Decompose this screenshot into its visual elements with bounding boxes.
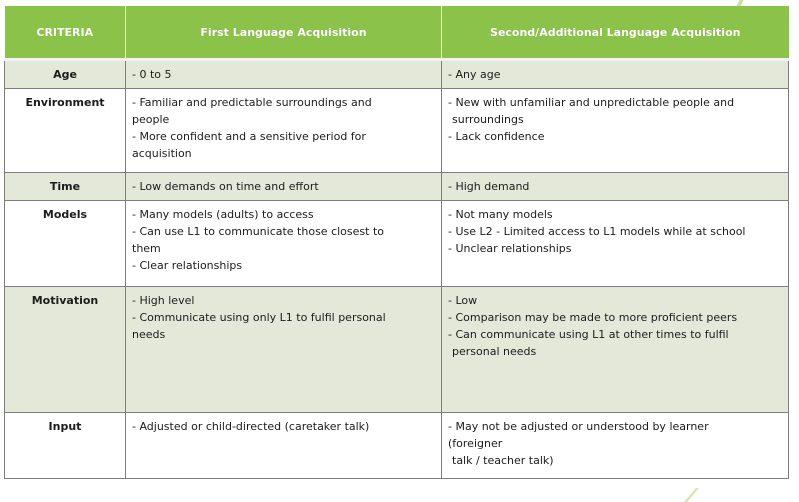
criteria-comparison-table bbox=[4, 6, 789, 479]
table-row-models bbox=[5, 201, 789, 287]
first-language-cell bbox=[126, 413, 442, 479]
header-second-language: Second/Additional Language Acquisition bbox=[442, 6, 789, 60]
decorative-accent-bottom bbox=[684, 488, 699, 502]
cell-line: - Not many models bbox=[448, 208, 553, 221]
cell-line: talk / teacher talk) bbox=[452, 454, 554, 467]
cell-line: - New with unfamiliar and unpredictable people and bbox=[448, 96, 735, 109]
second-language-cell bbox=[442, 413, 789, 479]
cell-line: - High demand bbox=[448, 180, 530, 193]
header-criteria: CRITERIA bbox=[5, 6, 126, 60]
table-row-time bbox=[5, 173, 789, 201]
cell-line: - Lack confidence bbox=[448, 130, 545, 143]
cell-line: - Low bbox=[448, 294, 478, 307]
criteria-label: Time bbox=[5, 173, 126, 201]
cell-line: - Any age bbox=[448, 68, 501, 81]
cell-line: - Adjusted or child-directed (caretaker talk) bbox=[132, 420, 370, 433]
cell-line: - Unclear relationships bbox=[448, 242, 572, 255]
second-language-cell bbox=[442, 201, 789, 287]
cell-line: - Many models (adults) to access bbox=[132, 208, 314, 221]
cell-line: (foreigner bbox=[448, 437, 503, 450]
second-language-cell bbox=[442, 60, 789, 89]
criteria-label: Models bbox=[5, 201, 126, 287]
second-language-cell bbox=[442, 89, 789, 173]
first-language-cell bbox=[126, 287, 442, 413]
second-language-cell bbox=[442, 287, 789, 413]
first-language-cell bbox=[126, 173, 442, 201]
cell-line: surroundings bbox=[452, 113, 524, 126]
criteria-label: Environment bbox=[5, 89, 126, 173]
cell-line: - Communicate using only L1 to fulfil personal bbox=[132, 311, 386, 324]
cell-line: - Familiar and predictable surroundings and bbox=[132, 96, 372, 109]
criteria-label: Age bbox=[5, 60, 126, 89]
cell-line: - 0 to 5 bbox=[132, 68, 172, 81]
criteria-label: Input bbox=[5, 413, 126, 479]
cell-line: - High level bbox=[132, 294, 195, 307]
table-row-age bbox=[5, 60, 789, 89]
cell-line: - Use L2 - Limited access to L1 models while at school bbox=[448, 225, 746, 238]
cell-line: - Comparison may be made to more proficient peers bbox=[448, 311, 738, 324]
cell-line: - Low demands on time and effort bbox=[132, 180, 319, 193]
first-language-cell bbox=[126, 201, 442, 287]
second-language-cell bbox=[442, 173, 789, 201]
table-header-row bbox=[5, 6, 789, 60]
first-language-cell bbox=[126, 60, 442, 89]
cell-line: - May not be adjusted or understood by learner bbox=[448, 420, 709, 433]
cell-line: - More confident and a sensitive period for bbox=[132, 130, 366, 143]
first-language-cell bbox=[126, 89, 442, 173]
header-first-language: First Language Acquisition bbox=[126, 6, 442, 60]
cell-line: - Can communicate using L1 at other times to fulfil bbox=[448, 328, 729, 341]
cell-line: people bbox=[132, 113, 170, 126]
cell-line: needs bbox=[132, 328, 166, 341]
criteria-label: Motivation bbox=[5, 287, 126, 413]
table-row-input bbox=[5, 413, 789, 479]
cell-line: - Clear relationships bbox=[132, 259, 243, 272]
cell-line: - Can use L1 to communicate those closest to bbox=[132, 225, 384, 238]
table-row-motivation bbox=[5, 287, 789, 413]
table-row-environment bbox=[5, 89, 789, 173]
cell-line: personal needs bbox=[452, 345, 537, 358]
cell-line: them bbox=[132, 242, 161, 255]
cell-line: acquisition bbox=[132, 147, 192, 160]
